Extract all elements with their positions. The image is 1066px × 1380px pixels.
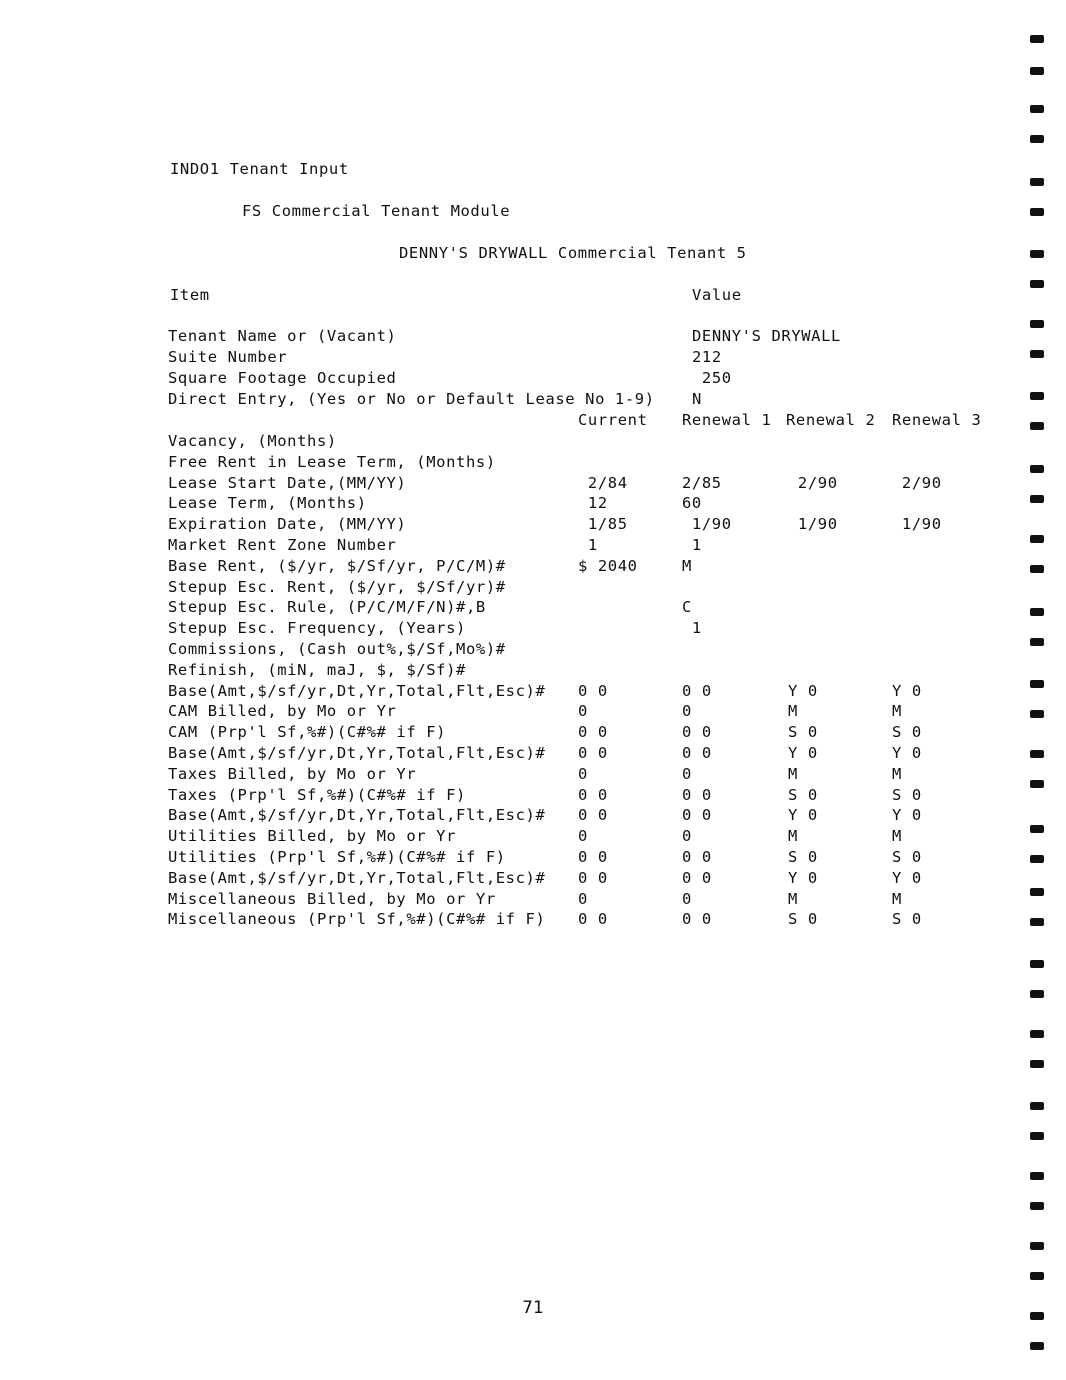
row-label: Commissions, (Cash out%,$/Sf,Mo%)# (168, 640, 506, 658)
binding-hole (1030, 208, 1044, 216)
row-label: CAM Billed, by Mo or Yr (168, 702, 397, 721)
binding-hole (1030, 320, 1044, 328)
row-label: Free Rent in Lease Term, (Months) (168, 452, 496, 471)
row-label: Expiration Date, (MM/YY) (168, 515, 407, 534)
binding-hole (1030, 1242, 1044, 1250)
current-value: 0 (578, 827, 588, 846)
binding-hole (1030, 1102, 1044, 1110)
binding-hole (1030, 392, 1044, 400)
renewal3-value: S 0 (892, 723, 922, 742)
current-value: 1 (578, 536, 598, 554)
renewal3-value: M (892, 889, 902, 908)
row-label: Utilities (Prp'l Sf,%#)(C#%# if F) (168, 848, 506, 866)
renewal2-value: S 0 (788, 785, 818, 804)
binding-hole (1030, 710, 1044, 718)
renewal3-value: S 0 (892, 785, 922, 804)
renewal1-value: 0 0 (682, 848, 712, 866)
renewal1-value: 0 0 (682, 744, 712, 762)
renewal2-value: Y 0 (788, 681, 818, 700)
row-label: Utilities Billed, by Mo or Yr (168, 827, 457, 846)
table-row (0, 909, 1000, 930)
suite-number-value: 212 (692, 348, 722, 366)
current-column-header: Current (578, 411, 648, 429)
renewal1-value: 0 0 (682, 806, 712, 825)
renewal3-value: S 0 (892, 910, 922, 929)
binding-hole (1030, 960, 1044, 968)
renewal1-value: 2/85 (682, 473, 722, 492)
row-label: Base(Amt,$/sf/yr,Dt,Yr,Total,Flt,Esc)# (168, 868, 546, 887)
table-row (0, 493, 1000, 514)
renewal1-value: 1/90 (682, 515, 732, 534)
binding-hole (1030, 280, 1044, 288)
table-row (0, 764, 1000, 785)
table-row (0, 701, 1000, 722)
renewal2-value: S 0 (788, 723, 818, 742)
table-row (0, 618, 1000, 639)
renewal2-value: M (788, 702, 798, 721)
square-footage-value: 250 (692, 369, 732, 387)
renewal3-value: Y 0 (892, 806, 922, 825)
row-label: Miscellaneous (Prp'l Sf,%#)(C#%# if F) (168, 910, 546, 929)
item-column-header: Item (170, 286, 210, 304)
module-title: FS Commercial Tenant Module (242, 202, 511, 220)
renewal1-value: 0 0 (682, 785, 712, 804)
current-value: 1/85 (578, 515, 628, 534)
renewal3-value: 2/90 (892, 473, 942, 492)
binding-hole (1030, 105, 1044, 113)
table-row (0, 722, 1000, 743)
row-label: Stepup Esc. Rent, ($/yr, $/Sf/yr)# (168, 577, 506, 596)
binding-hole (1030, 1132, 1044, 1140)
renewal2-column-header: Renewal 2 (786, 411, 876, 429)
binding-hole (1030, 918, 1044, 926)
renewal2-value: M (788, 764, 798, 783)
current-value: 0 0 (578, 723, 608, 742)
row-label: Miscellaneous Billed, by Mo or Yr (168, 889, 496, 908)
table-row (0, 535, 1000, 556)
renewal1-value: 60 (682, 494, 702, 513)
renewal1-value: 0 0 (682, 723, 712, 742)
binding-hole (1030, 1272, 1044, 1280)
table-row (0, 473, 1000, 494)
binding-hole (1030, 67, 1044, 75)
binding-hole (1030, 1312, 1044, 1320)
field-label: Direct Entry, (Yes or No or Default Lease No 1-9) (168, 390, 655, 408)
binding-hole (1030, 1342, 1044, 1350)
table-row (0, 639, 1000, 660)
renewal1-value: 0 (682, 702, 692, 721)
table-row (0, 556, 1000, 577)
table-row (0, 868, 1000, 889)
row-label: Taxes Billed, by Mo or Yr (168, 764, 417, 783)
current-value: 0 (578, 889, 588, 908)
binding-hole (1030, 1172, 1044, 1180)
table-row (0, 847, 1000, 868)
table-row (0, 597, 1000, 618)
field-label: Suite Number (168, 348, 288, 366)
renewal2-value: 2/90 (788, 473, 838, 492)
table-row (0, 514, 1000, 535)
renewal3-value: M (892, 702, 902, 721)
binding-hole (1030, 350, 1044, 358)
current-value: 2/84 (578, 473, 628, 492)
binding-hole (1030, 1060, 1044, 1068)
current-value: $ 2040 (578, 556, 638, 575)
table-row (0, 431, 1000, 452)
row-label: Vacancy, (Months) (168, 432, 337, 450)
tenant-name-value: DENNY'S DRYWALL (692, 327, 841, 345)
renewal2-value: S 0 (788, 910, 818, 929)
renewal2-value: M (788, 827, 798, 846)
table-row (0, 681, 1000, 702)
current-value: 0 0 (578, 848, 608, 866)
binding-hole (1030, 422, 1044, 430)
table-row (0, 452, 1000, 473)
renewal1-value: 1 (682, 536, 702, 554)
table-row (0, 805, 1000, 826)
binding-hole (1030, 1030, 1044, 1038)
renewal3-column-header: Renewal 3 (892, 411, 982, 429)
renewal2-value: S 0 (788, 848, 818, 866)
renewal2-value: M (788, 889, 798, 908)
renewal1-value: C (682, 598, 692, 617)
row-label: Stepup Esc. Frequency, (Years) (168, 619, 466, 638)
row-label: Base(Amt,$/sf/yr,Dt,Yr,Total,Flt,Esc)# (168, 681, 546, 700)
table-row (0, 743, 1000, 764)
direct-entry-value: N (692, 390, 702, 408)
binding-hole (1030, 1202, 1044, 1210)
current-value: 0 0 (578, 744, 608, 762)
field-label: Tenant Name or (Vacant) (168, 327, 397, 345)
renewal3-value: 1/90 (892, 515, 942, 534)
tenant-title: DENNY'S DRYWALL Commercial Tenant 5 (399, 244, 747, 262)
binding-hole (1030, 680, 1044, 688)
row-label: Base Rent, ($/yr, $/Sf/yr, P/C/M)# (168, 556, 506, 575)
renewal1-value: M (682, 556, 692, 575)
row-label: Taxes (Prp'l Sf,%#)(C#%# if F) (168, 785, 466, 804)
binding-hole (1030, 825, 1044, 833)
binding-hole (1030, 535, 1044, 543)
binding-hole (1030, 990, 1044, 998)
renewal1-value: 0 (682, 764, 692, 783)
binding-hole (1030, 465, 1044, 473)
renewal3-value: Y 0 (892, 744, 922, 762)
current-value: 0 0 (578, 910, 608, 929)
table-row (0, 889, 1000, 910)
renewal2-value: 1/90 (788, 515, 838, 534)
current-value: 0 0 (578, 806, 608, 825)
renewal1-column-header: Renewal 1 (682, 411, 772, 429)
renewal3-value: Y 0 (892, 868, 922, 887)
row-label: Base(Amt,$/sf/yr,Dt,Yr,Total,Flt,Esc)# (168, 744, 546, 762)
value-column-header: Value (692, 286, 742, 304)
table-row (0, 785, 1000, 806)
renewal3-value: Y 0 (892, 681, 922, 700)
binding-hole (1030, 855, 1044, 863)
row-label: Refinish, (miN, maJ, $, $/Sf)# (168, 660, 466, 679)
renewal1-value: 0 (682, 889, 692, 908)
table-row (0, 660, 1000, 681)
renewal3-value: S 0 (892, 848, 922, 866)
renewal1-value: 0 0 (682, 868, 712, 887)
row-label: Market Rent Zone Number (168, 536, 397, 554)
renewal2-value: Y 0 (788, 806, 818, 825)
renewal1-value: 0 (682, 827, 692, 846)
row-label: Base(Amt,$/sf/yr,Dt,Yr,Total,Flt,Esc)# (168, 806, 546, 825)
current-value: 0 (578, 702, 588, 721)
current-value: 0 (578, 764, 588, 783)
binding-hole (1030, 565, 1044, 573)
binding-hole (1030, 888, 1044, 896)
field-label: Square Footage Occupied (168, 369, 397, 387)
row-label: Lease Term, (Months) (168, 494, 367, 513)
binding-hole (1030, 250, 1044, 258)
renewal1-value: 0 0 (682, 910, 712, 929)
page-number: 71 (522, 1298, 544, 1318)
table-row (0, 577, 1000, 598)
binding-hole (1030, 750, 1044, 758)
row-label: Stepup Esc. Rule, (P/C/M/F/N)#,B (168, 598, 486, 617)
renewal3-value: M (892, 827, 902, 846)
renewal3-value: M (892, 764, 902, 783)
binding-hole (1030, 495, 1044, 503)
renewal2-value: Y 0 (788, 868, 818, 887)
renewal2-value: Y 0 (788, 744, 818, 762)
current-value: 12 (578, 494, 608, 513)
table-row (0, 826, 1000, 847)
binding-hole (1030, 35, 1044, 43)
binding-holes (1030, 30, 1050, 1360)
current-value: 0 0 (578, 785, 608, 804)
row-label: CAM (Prp'l Sf,%#)(C#%# if F) (168, 723, 447, 742)
binding-hole (1030, 135, 1044, 143)
binding-hole (1030, 638, 1044, 646)
binding-hole (1030, 608, 1044, 616)
screen-id: INDO1 Tenant Input (170, 160, 349, 178)
current-value: 0 0 (578, 681, 608, 700)
renewal1-value: 1 (682, 619, 702, 638)
binding-hole (1030, 780, 1044, 788)
current-value: 0 0 (578, 868, 608, 887)
row-label: Lease Start Date,(MM/YY) (168, 473, 407, 492)
binding-hole (1030, 178, 1044, 186)
renewal1-value: 0 0 (682, 681, 712, 700)
